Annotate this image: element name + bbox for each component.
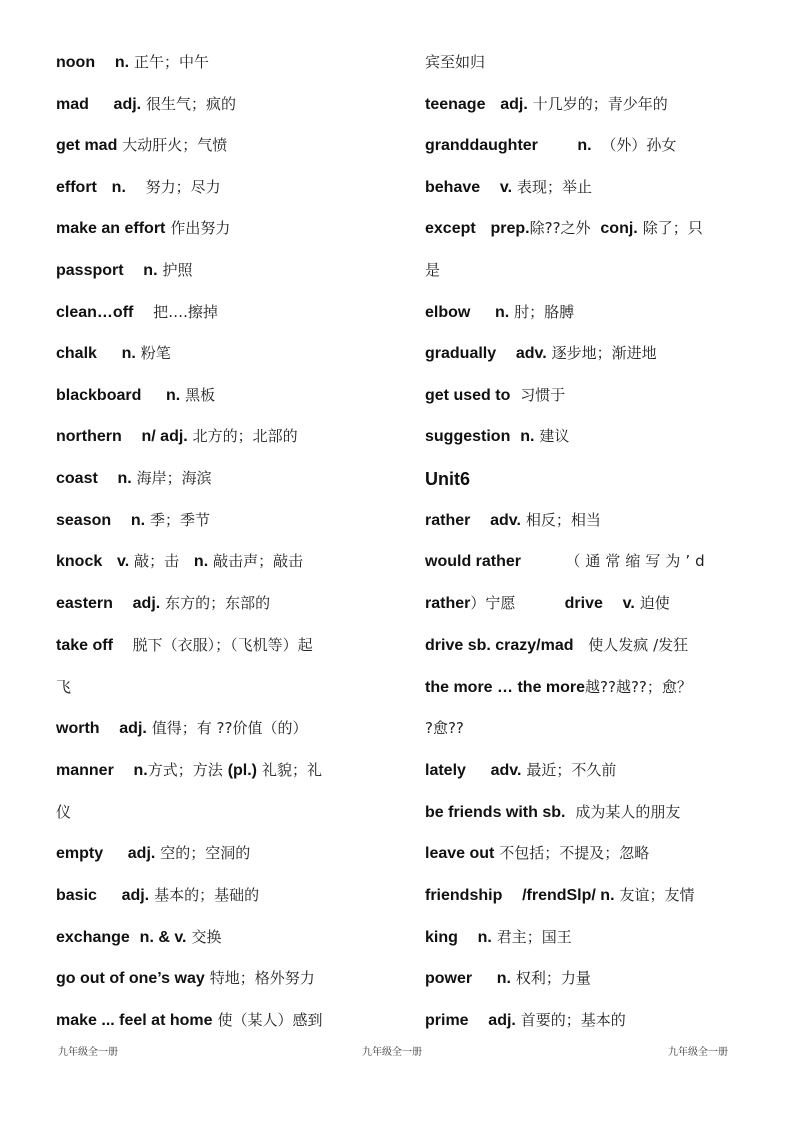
entry-def: 努力；尽力 bbox=[145, 178, 221, 196]
entry-except-cont bbox=[425, 260, 440, 280]
entry-word: gradually bbox=[425, 345, 497, 362]
entry-suggestion bbox=[425, 426, 569, 447]
entry-word: rather bbox=[425, 595, 471, 612]
entry-blackboard bbox=[56, 385, 215, 406]
entry-behave bbox=[425, 177, 592, 198]
entry-pos: n. bbox=[520, 428, 535, 445]
entry-pos: n. bbox=[114, 54, 130, 71]
entry-def-cont: ）宁愿 bbox=[470, 594, 516, 612]
entry-word: coast bbox=[56, 470, 98, 487]
entry-def: 大动肝火；气愤 bbox=[122, 136, 228, 154]
entry-pos: n. bbox=[130, 512, 146, 529]
entry-pos: n. bbox=[166, 387, 181, 404]
entry-def: 值得；有 ??价值（的） bbox=[151, 719, 308, 737]
entry-def: 基本的；基础的 bbox=[154, 886, 260, 904]
entry-eastern bbox=[56, 593, 270, 614]
entry-word: eastern bbox=[56, 595, 113, 612]
entry-gradually bbox=[425, 343, 657, 364]
entry-def: （通常缩写为’d bbox=[565, 552, 710, 570]
entry-friendship bbox=[425, 885, 694, 906]
entry-take-off-cont bbox=[56, 677, 71, 697]
entry-word: northern bbox=[56, 428, 122, 445]
entry-word: chalk bbox=[56, 345, 97, 362]
entry-def-cont: 仪 bbox=[56, 803, 72, 821]
entry-pos: n. bbox=[477, 929, 492, 946]
entry-def: 脱下（衣服）；（飞机等）起 bbox=[132, 636, 313, 654]
entry-manner bbox=[56, 760, 322, 781]
entry-word: basic bbox=[56, 887, 97, 904]
entry-word: be friends with sb. bbox=[425, 804, 566, 821]
entry-def: 表现；举止 bbox=[516, 178, 592, 196]
entry-word: lately bbox=[425, 762, 466, 779]
entry-def: 交换 bbox=[191, 928, 222, 946]
entry-pos: adv. bbox=[490, 762, 522, 779]
entry-word: prime bbox=[425, 1012, 469, 1029]
unit-title: Unit6 bbox=[425, 469, 470, 489]
entry-make-feel-at-home bbox=[56, 1010, 322, 1031]
entry-def: 除了；只 bbox=[642, 219, 703, 237]
entry-def: 海岸；海滨 bbox=[136, 469, 212, 487]
entry-pos: n. bbox=[121, 345, 136, 362]
entry-effort bbox=[56, 177, 221, 198]
entry-cont-make-feel-at-home bbox=[425, 52, 485, 72]
entry-def-cont: 宾至如归 bbox=[425, 53, 486, 71]
entry-word: knock bbox=[56, 553, 103, 570]
entry-def: 很生气；疯的 bbox=[146, 95, 237, 113]
entry-rather bbox=[425, 510, 601, 531]
entry-def: 护照 bbox=[162, 261, 193, 279]
entry-def-cont: 是 bbox=[425, 261, 441, 279]
entry-be-friends-with bbox=[425, 802, 680, 823]
entry-def: 十几岁的；青少年的 bbox=[532, 95, 668, 113]
entry-def: 东方的；东部的 bbox=[165, 594, 271, 612]
entry-the-more-cont bbox=[425, 718, 464, 738]
entry-def: 把….擦掉 bbox=[153, 303, 218, 321]
entry-passport bbox=[56, 260, 192, 281]
entry-word: passport bbox=[56, 262, 124, 279]
entry-word: leave out bbox=[425, 845, 495, 862]
entry-def: 粉笔 bbox=[140, 344, 171, 362]
entry-northern bbox=[56, 426, 298, 447]
entry-def: 使（某人）感到 bbox=[217, 1011, 323, 1029]
entry-def: 除??之外 bbox=[529, 219, 591, 237]
entry-prime bbox=[425, 1010, 626, 1031]
entry-take-off bbox=[56, 635, 313, 656]
entry-mad bbox=[56, 94, 236, 115]
entry-word: suggestion bbox=[425, 428, 511, 445]
entry-word: take off bbox=[56, 637, 113, 654]
entry-word: friendship bbox=[425, 887, 503, 904]
entry-king bbox=[425, 927, 572, 948]
entry-def: 建议 bbox=[539, 427, 570, 445]
entry-leave-out bbox=[425, 843, 649, 864]
entry-def: 特地；格外努力 bbox=[209, 969, 315, 987]
entry-pos: adj. bbox=[500, 96, 528, 113]
entry-pos: n. bbox=[577, 137, 592, 154]
entry-pos: adv. bbox=[515, 345, 547, 362]
entry-def: 使人发疯 /发狂 bbox=[588, 636, 689, 654]
entry-chalk bbox=[56, 343, 171, 364]
entry-pos: (pl.) bbox=[227, 762, 258, 779]
entry-def: 习惯于 bbox=[520, 386, 566, 404]
entry-def: 敲击声；敲击 bbox=[213, 552, 304, 570]
entry-pos: n. bbox=[117, 470, 132, 487]
entry-pos: adv. bbox=[490, 512, 521, 529]
entry-lately bbox=[425, 760, 616, 781]
entry-get-used-to bbox=[425, 385, 565, 406]
entry-pos: n. bbox=[496, 970, 511, 987]
entry-def-cont: 飞 bbox=[56, 678, 72, 696]
entry-would-rather bbox=[425, 551, 710, 572]
entry-granddaughter bbox=[425, 135, 676, 156]
entry-word: noon bbox=[56, 54, 96, 71]
entry-def: 敲；击 bbox=[134, 552, 180, 570]
entry-word: drive sb. crazy/mad bbox=[425, 637, 574, 654]
entry-pos: n. bbox=[111, 179, 126, 196]
entry-worth bbox=[56, 718, 307, 739]
entry-go-out-of-ones-way bbox=[56, 968, 315, 989]
entry-noon bbox=[56, 52, 209, 73]
entry-def: 首要的；基本的 bbox=[520, 1011, 626, 1029]
entry-pos: v. bbox=[117, 553, 130, 570]
entry-pos: n/ adj. bbox=[141, 428, 188, 445]
entry-teenage bbox=[425, 94, 668, 115]
entry-pos: adj. bbox=[127, 845, 156, 862]
entry-def: 迫使 bbox=[639, 594, 670, 612]
entry-def: 礼貌；礼 bbox=[261, 761, 322, 779]
entry-empty bbox=[56, 843, 250, 864]
entry-power bbox=[425, 968, 591, 989]
entry-def: 北方的；北部的 bbox=[192, 427, 298, 445]
entry-word: drive bbox=[564, 595, 603, 612]
entry-the-more bbox=[425, 677, 692, 698]
entry-word: make ... feel at home bbox=[56, 1012, 213, 1029]
entry-pos: conj. bbox=[600, 220, 638, 237]
entry-exchange bbox=[56, 927, 221, 948]
entry-manner-cont bbox=[56, 802, 71, 822]
entry-def: 成为某人的朋友 bbox=[575, 803, 681, 821]
entry-season bbox=[56, 510, 210, 531]
entry-word: worth bbox=[56, 720, 100, 737]
entry-def: 最近；不久前 bbox=[526, 761, 617, 779]
entry-def: 正午；中午 bbox=[133, 53, 209, 71]
footer-center: 九年级全一册 bbox=[362, 1047, 422, 1058]
entry-would-rather-cont bbox=[425, 593, 670, 614]
entry-basic bbox=[56, 885, 259, 906]
entry-pos: v. bbox=[499, 179, 513, 196]
entry-word: get used to bbox=[425, 387, 511, 404]
entry-def: 不包括；不提及；忽略 bbox=[499, 844, 650, 862]
entry-pos: adj. bbox=[113, 96, 142, 113]
footer-right: 九年级全一册 bbox=[668, 1047, 728, 1058]
entry-elbow bbox=[425, 302, 574, 323]
entry-word: blackboard bbox=[56, 387, 142, 404]
entry-pos: n. bbox=[133, 762, 148, 779]
entry-drive-crazy bbox=[425, 635, 688, 656]
entry-word: clean…off bbox=[56, 304, 134, 321]
entry-word: rather bbox=[425, 512, 471, 529]
entry-word: king bbox=[425, 929, 458, 946]
entry-make-an-effort bbox=[56, 218, 230, 239]
entry-def: 越??越??；愈？ bbox=[585, 678, 692, 696]
entry-pos: adj. bbox=[119, 720, 147, 737]
entry-word: manner bbox=[56, 762, 114, 779]
entry-word: would rather bbox=[425, 553, 522, 570]
entry-knock bbox=[56, 551, 303, 572]
entry-coast bbox=[56, 468, 212, 489]
entry-word: behave bbox=[425, 179, 481, 196]
entry-def: 友谊；友情 bbox=[619, 886, 695, 904]
entry-word: elbow bbox=[425, 304, 471, 321]
entry-word: get mad bbox=[56, 137, 118, 154]
entry-pos: adj. bbox=[121, 887, 150, 904]
entry-word: make an effort bbox=[56, 220, 166, 237]
entry-word: power bbox=[425, 970, 473, 987]
entry-pos: n. & v. bbox=[139, 929, 187, 946]
entry-pos: /frendSlp/ n. bbox=[522, 887, 615, 904]
entry-def: 逐步地；渐进地 bbox=[551, 344, 657, 362]
entry-word: effort bbox=[56, 179, 97, 196]
entry-def: 作出努力 bbox=[170, 219, 231, 237]
entry-word: empty bbox=[56, 845, 104, 862]
entry-pos: n. bbox=[143, 262, 158, 279]
entry-word: teenage bbox=[425, 96, 486, 113]
entry-word: granddaughter bbox=[425, 137, 538, 154]
entry-pos: adj. bbox=[488, 1012, 516, 1029]
entry-pos: n. bbox=[193, 553, 209, 570]
entry-def: 黑板 bbox=[185, 386, 216, 404]
entry-def: 相反；相当 bbox=[525, 511, 601, 529]
entry-def-cont: ?愈?? bbox=[425, 719, 464, 737]
entry-def: 季；季节 bbox=[150, 511, 211, 529]
entry-def: 方式；方法 bbox=[147, 761, 223, 779]
footer-left: 九年级全一册 bbox=[58, 1047, 118, 1058]
entry-def: 权利；力量 bbox=[515, 969, 591, 987]
entry-def: （外）孙女 bbox=[601, 136, 677, 154]
entry-get-mad bbox=[56, 135, 227, 156]
entry-word: go out of one’s way bbox=[56, 970, 205, 987]
entry-def: 君主；国王 bbox=[496, 928, 572, 946]
entry-def: 空的；空洞的 bbox=[160, 844, 251, 862]
entry-pos: v. bbox=[622, 595, 635, 612]
entry-def: 肘；胳膊 bbox=[514, 303, 575, 321]
entry-word: exchange bbox=[56, 929, 130, 946]
entry-clean-off bbox=[56, 302, 218, 323]
entry-pos: prep. bbox=[490, 220, 530, 237]
entry-word: mad bbox=[56, 96, 89, 113]
entry-pos: adj. bbox=[132, 595, 161, 612]
entry-word: season bbox=[56, 512, 112, 529]
entry-word: the more … the more bbox=[425, 679, 586, 696]
unit-heading bbox=[425, 469, 470, 490]
entry-except bbox=[425, 218, 703, 239]
entry-word: except bbox=[425, 220, 476, 237]
entry-pos: n. bbox=[494, 304, 510, 321]
